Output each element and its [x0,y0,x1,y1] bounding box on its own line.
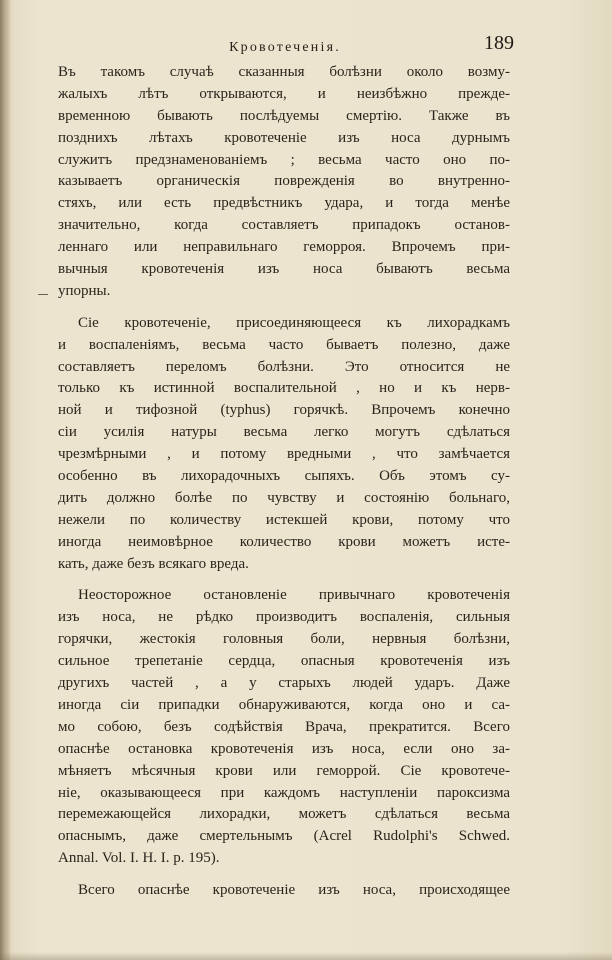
text-line: ніе, оказывающееся при каждомъ наступленіи пароксизма [58,784,510,801]
text-line: и воспаленіямъ, весьма часто бываетъ полезно, даже [58,336,510,353]
paragraph-2 [58,313,510,576]
text-line: сіи усилія натуры весьма легко могутъ сдѣлаться [58,424,510,441]
text-line: только къ истинной воспалительной , но и къ нерв- [58,380,510,397]
paragraph-1 [58,62,510,303]
text-line: ной и тифозной (typhus) горячкѣ. Впрочемъ конечно [58,402,510,419]
text-line: леннаго или неправильнаго геморроя. Впрочемъ при- [58,239,510,256]
text-line: иногда сіи припадки обнаруживаются, когда оно и са- [58,696,510,713]
text-line: значительно, когда составляетъ припадокъ останов- [58,217,510,234]
running-title: Кровотеченія. [229,40,341,55]
body-text [58,62,510,902]
text-line: Сіе кровотеченіе, присоединяющееся къ лихорадкамъ [78,314,510,331]
text-line: мѣняетъ мѣсячныя крови или геморрой. Сіе кровотече- [58,762,510,779]
text-line: вычныя кровотеченія изъ носа бываютъ весьма [58,261,510,278]
text-line: мо собою, безъ содѣйствія Врача, прекратится. Всего [58,718,510,735]
margin-pencil-mark [38,294,48,295]
text-line: особенно въ лихорадочныхъ сыпяхъ. Объ этомъ су- [58,468,510,485]
running-head [60,32,514,62]
text-line: казываетъ органическія поврежденія во внутренно- [58,173,510,190]
paragraph-3 [58,585,510,870]
page-number: 189 [484,32,514,54]
text-line: Всего опаснѣе кровотеченіе изъ носа, происходящее [78,882,510,899]
text-line: кать, даже безъ всякаго вреда. [58,555,249,572]
text-line: другихъ частей , а у старыхъ людей ударъ. Даже [58,675,510,692]
text-line: опаснѣе остановка кровотеченія изъ носа, если оно за- [58,740,510,757]
text-line: позднихъ лѣтахъ кровотеченіе изъ носа дурнымъ [58,129,510,146]
text-line: служитъ предзнаменованіемъ ; весьма часто оно по- [58,151,510,168]
text-line: временною бывають послѣдуемы смертію. Также въ [58,107,510,124]
text-line: горячки, жестокія головныя боли, нервныя болѣзни, [58,631,510,648]
text-line: изъ носа, не рѣдко производитъ воспаленія, сильныя [58,609,510,626]
paragraph-4 [58,880,510,902]
text-line: нежели по количеству истекшей крови, потому что [58,511,510,528]
text-line: опаснымъ, даже смертельнымъ (Acrel Rudolphi's Schwed. [58,828,510,845]
text-line: жалыхъ лѣтъ открываются, и неизбѣжно прежде- [58,85,510,102]
page-bottom-edge [0,952,612,960]
text-line: иногда неимовѣрное количество крови можетъ исте- [58,533,510,550]
text-line: упорны. [58,282,111,299]
text-line: стяхъ, или есть предвѣстникъ удара, и тогда менѣе [58,195,510,212]
text-line: составляетъ переломъ болѣзни. Это относится не [58,358,510,375]
book-spine-shadow [0,0,10,960]
text-line: перемежающейся лихорадки, можетъ сдѣлаться весьма [58,806,510,823]
text-line: чрезмѣрными , и потому вредными , что замѣчается [58,446,510,463]
text-line: Annal. Vol. I. H. I. p. 195). [58,850,220,867]
text-line: Неосторожное остановленіе привычнаго кровотеченія [78,587,510,604]
text-line: Въ такомъ случаѣ сказанныя болѣзни около возму- [58,64,510,80]
text-line: сильное трепетаніе сердца, опасныя кровотеченія изъ [58,653,510,670]
text-line: дить должно болѣе по чувству и состоянію больнаго, [58,489,510,506]
